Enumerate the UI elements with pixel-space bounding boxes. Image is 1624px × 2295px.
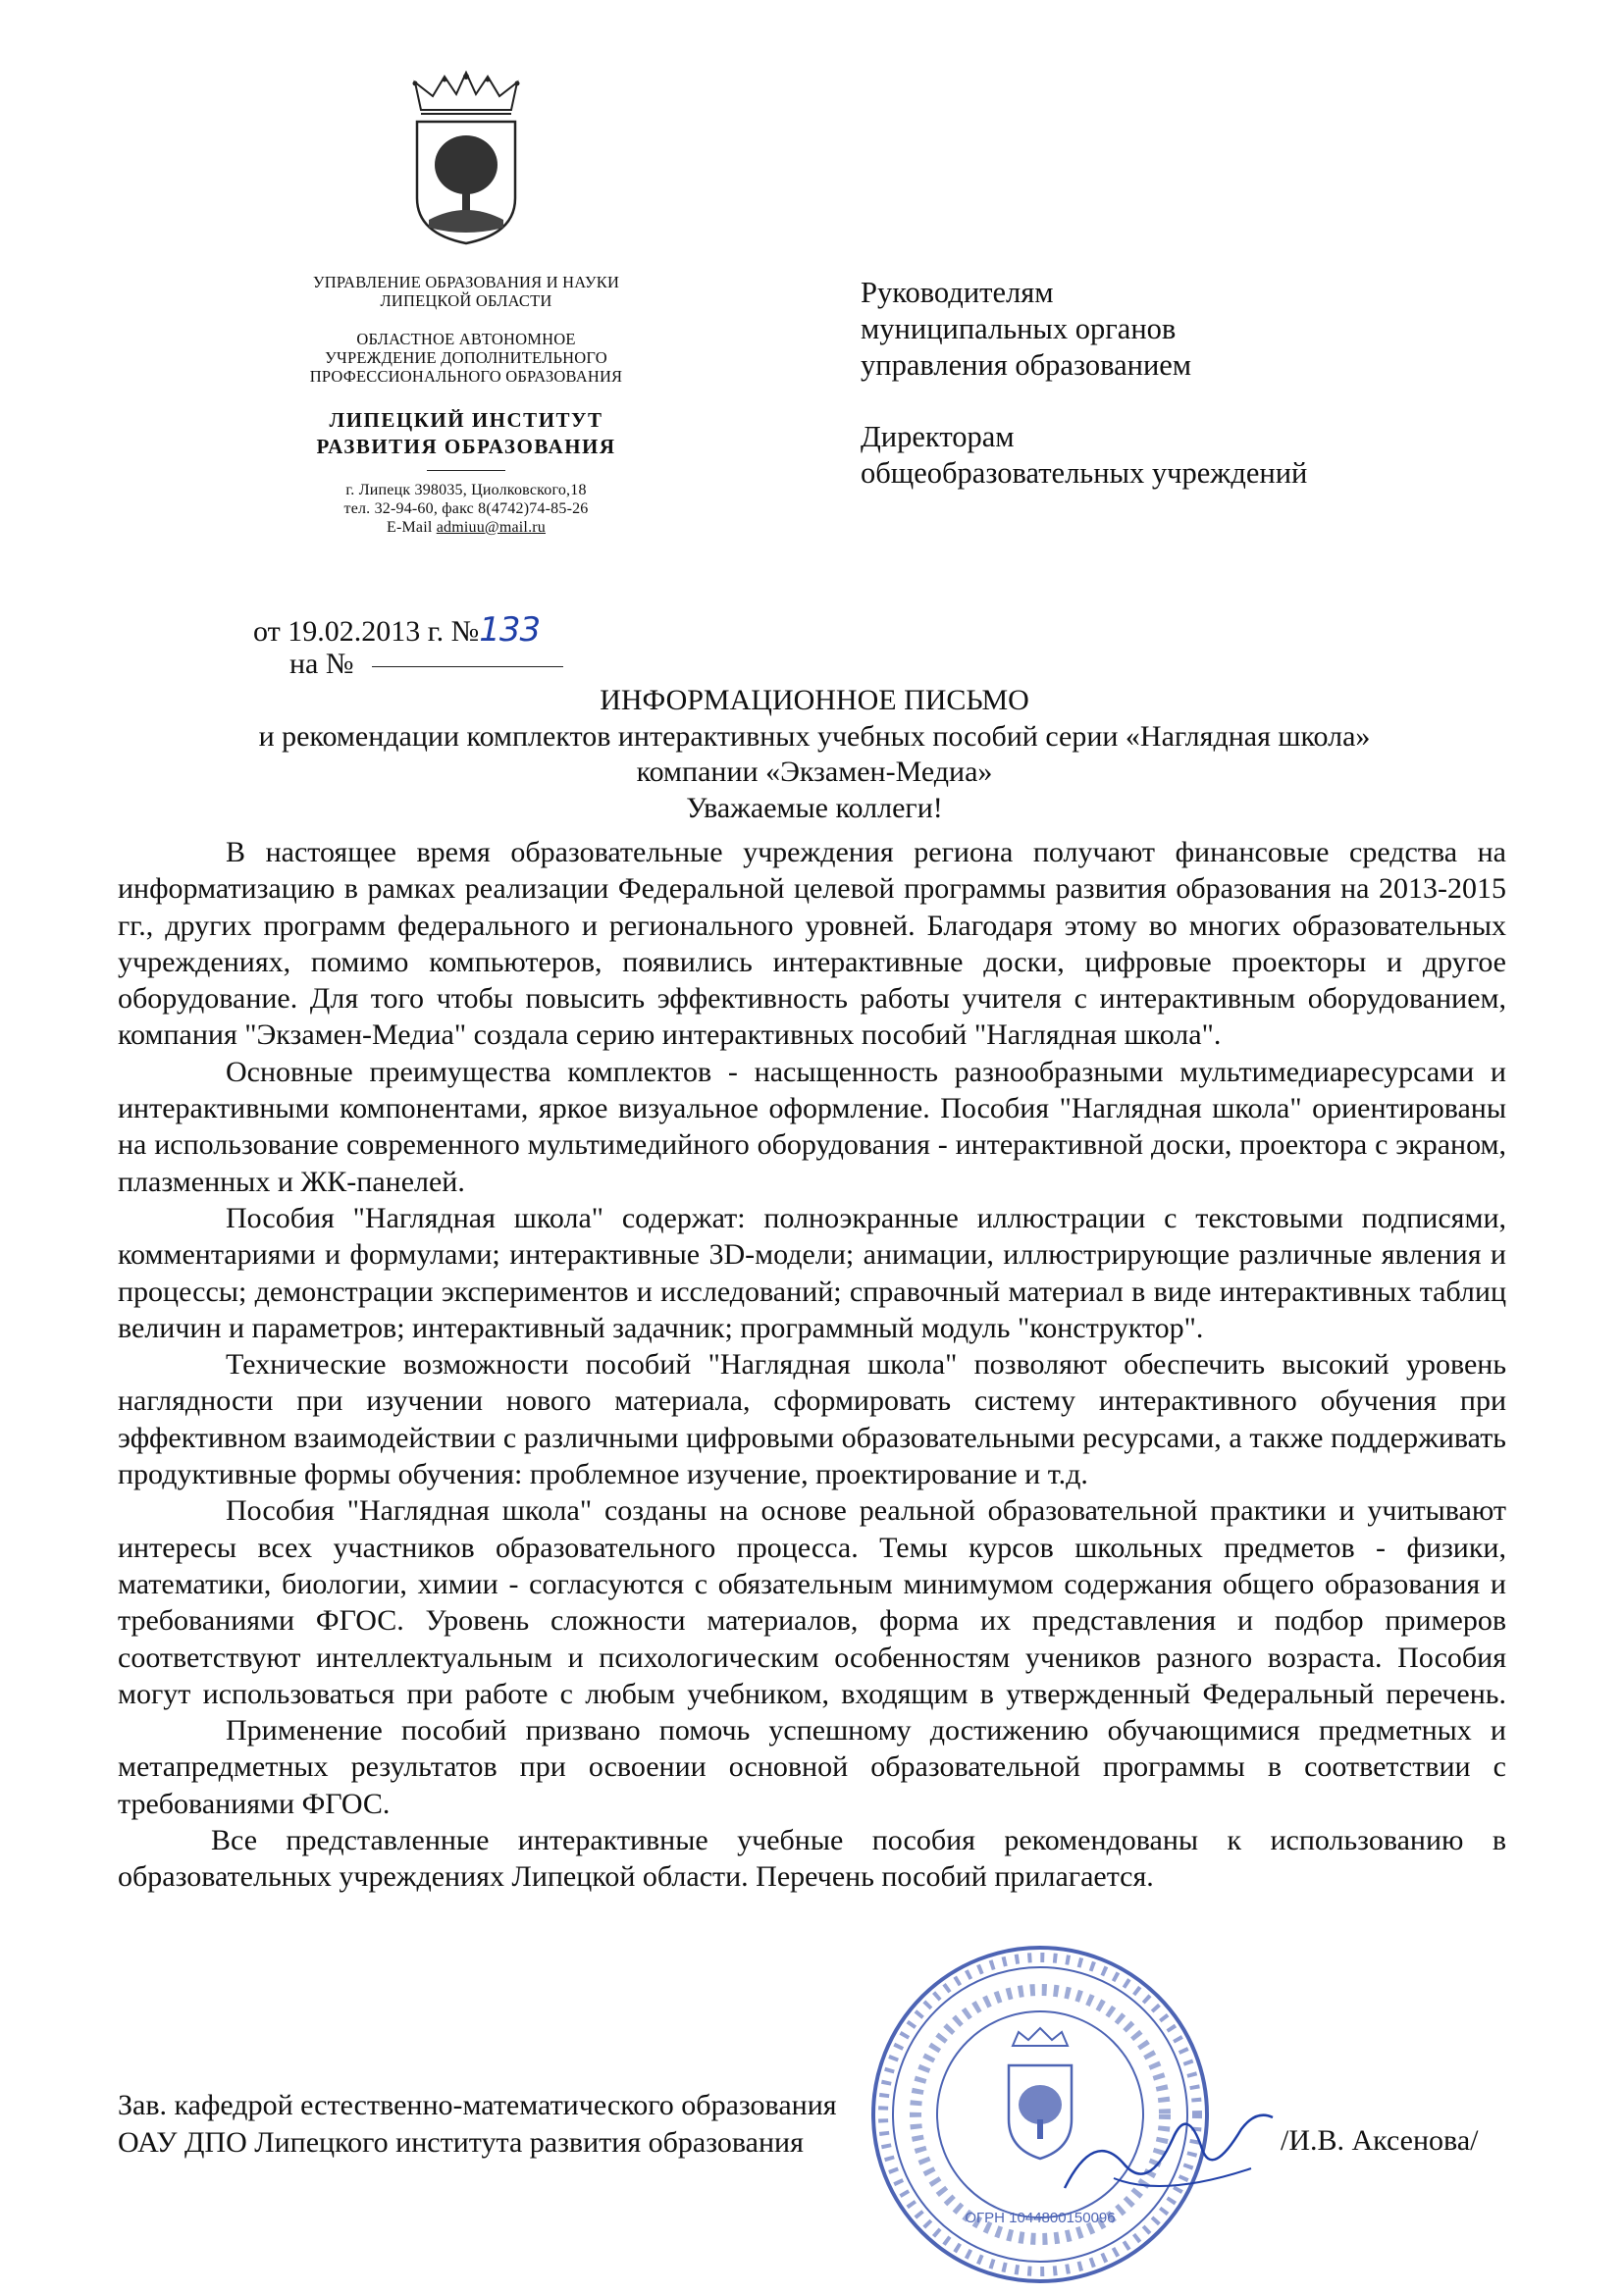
blank-line bbox=[372, 666, 563, 667]
greeting: Уважаемые коллеги! bbox=[686, 791, 943, 824]
reference-number bbox=[289, 648, 563, 681]
signer-name: /И.В. Аксенова/ bbox=[1281, 2124, 1479, 2157]
org-line: ОБЛАСТНОЕ АВТОНОМНОЕ bbox=[356, 330, 576, 348]
body-paragraph: Применение пособий призвано помочь успешному достижению обучающимися предметных и метапредметных результатов при освоении основной образовательной программы в соответствии с требованиями ФГОС. bbox=[118, 1714, 1506, 1820]
recipient-line: муниципальных органов bbox=[861, 312, 1177, 345]
recipient-line: общеобразовательных учреждений bbox=[861, 456, 1308, 490]
institute-line: РАЗВИТИЯ ОБРАЗОВАНИЯ bbox=[316, 435, 616, 458]
recipient-line: управления образованием bbox=[861, 348, 1192, 382]
org-line: ПРОФЕССИОНАЛЬНОГО ОБРАЗОВАНИЯ bbox=[309, 367, 623, 386]
body-paragraph: Пособия "Наглядная школа" созданы на основе реальной образовательной практики и учитывают интересы всех участников образовательного процесса. Темы курсов школьных предметов - физики, математики, биологии, химии - согласуются с обязательным минимумом содержания общего образования и требованиями ФГОС. Уровень сложности материалов, форма их представления и подбор примеров соответствуют интеллектуальным и психологическим особенностям учеников разного возраста. Пособия могут использоваться при работе с любым учебником, входящим в утвержденный Федеральный перечень. bbox=[118, 1494, 1506, 1710]
recipient-line: Руководителям bbox=[861, 276, 1054, 309]
address: г. Липецк 398035, Циолковского,18 bbox=[345, 482, 587, 498]
body-paragraph: В настоящее время образовательные учреждения региона получают финансовые средства на информатизацию в рамках реализации Федеральной целевой программы развития образования на 2013-2015 гг., других программ федерального и регионального уровней. Благодаря этому во многих образовательных учреждениях, помимо компьютеров, появились интерактивные доски, цифровые проекторы и другое оборудование. Для того чтобы повысить эффективность работы учителя с интерактивным оборудованием, компания "Экзамен-Медиа" создала серию интерактивных пособий "Наглядная школа". bbox=[118, 836, 1506, 1052]
body-paragraph: Технические возможности пособий "Наглядная школа" позволяют обеспечить высокий уровень наглядности при изучении нового материала, сформировать систему интерактивного обучения при эффективном взаимодействии с различными цифровыми образовательными ресурсами, а также поддерживать продуктивные формы обучения: проблемное изучение, проектирование и т.д. bbox=[118, 1348, 1506, 1491]
letter-title: ИНФОРМАЦИОННОЕ ПИСЬМО bbox=[600, 684, 1029, 716]
date-text: от 19.02.2013 г. № bbox=[253, 615, 480, 648]
org-line: ЛИПЕЦКОЙ ОБЛАСТИ bbox=[380, 291, 552, 310]
institute-line: ЛИПЕЦКИЙ ИНСТИТУТ bbox=[329, 408, 603, 432]
na-label: на № bbox=[289, 648, 354, 680]
org-line: УПРАВЛЕНИЕ ОБРАЗОВАНИЯ И НАУКИ bbox=[312, 273, 620, 291]
email-line bbox=[265, 518, 667, 537]
recipient-line: Директорам bbox=[861, 420, 1015, 453]
signature-block bbox=[118, 2087, 837, 2162]
letter-subtitle: и рекомендации комплектов интерактивных учебных пособий серии «Наглядная школа» bbox=[258, 719, 1371, 753]
divider bbox=[427, 470, 505, 471]
letter-heading bbox=[118, 683, 1511, 826]
stamp-ogrn: ОГРН 1044800150096 bbox=[965, 2210, 1116, 2226]
lipetsk-coat-of-arms-icon bbox=[407, 71, 525, 245]
handwritten-number: 133 bbox=[479, 610, 541, 650]
email-label: E-Mail bbox=[386, 519, 437, 536]
letter-body bbox=[118, 834, 1506, 1896]
body-paragraph: Основные преимущества комплектов - насыщенность разнообразными мультимедиаресурсами и интерактивными компонентами, яркое визуальное оформление. Пособия "Наглядная школа" ориентированы на использование современного мультимедийного оборудования - интерактивной доски, проектора с экраном, плазменных и ЖК-панелей. bbox=[118, 1055, 1506, 1198]
registration-date bbox=[253, 610, 540, 650]
signer-organization: ОАУ ДПО Липецкого института развития образования bbox=[118, 2126, 804, 2159]
body-paragraph: Все представленные интерактивные учебные пособия рекомендованы к использованию в образовательных учреждениях Липецкой области. Перечень пособий прилагается. bbox=[118, 1824, 1506, 1894]
org-line: УЧРЕЖДЕНИЕ ДОПОЛНИТЕЛЬНОГО bbox=[325, 348, 607, 367]
email-link[interactable]: admiuu@mail.ru bbox=[436, 519, 547, 536]
body-paragraph: Пособия "Наглядная школа" содержат: полноэкранные иллюстрации с текстовыми подписями, комментариями и формулами; интерактивные 3D-модели; анимации, иллюстрирующие различные явления и процессы; демонстрации экспериментов и исследований; справочный материал в виде интерактивных таблиц величин и параметров; интерактивный задачник; программный модуль "конструктор". bbox=[118, 1201, 1506, 1344]
letterhead-organization bbox=[265, 273, 667, 537]
handwritten-signature-icon bbox=[1055, 2070, 1281, 2208]
letter-subtitle: компании «Экзамен-Медиа» bbox=[636, 756, 993, 788]
recipients bbox=[861, 275, 1307, 492]
phone: тел. 32-94-60, факс 8(4742)74-85-26 bbox=[343, 500, 589, 517]
institute-name bbox=[265, 407, 667, 460]
signer-position: Зав. кафедрой естественно-математического образования bbox=[118, 2089, 837, 2121]
